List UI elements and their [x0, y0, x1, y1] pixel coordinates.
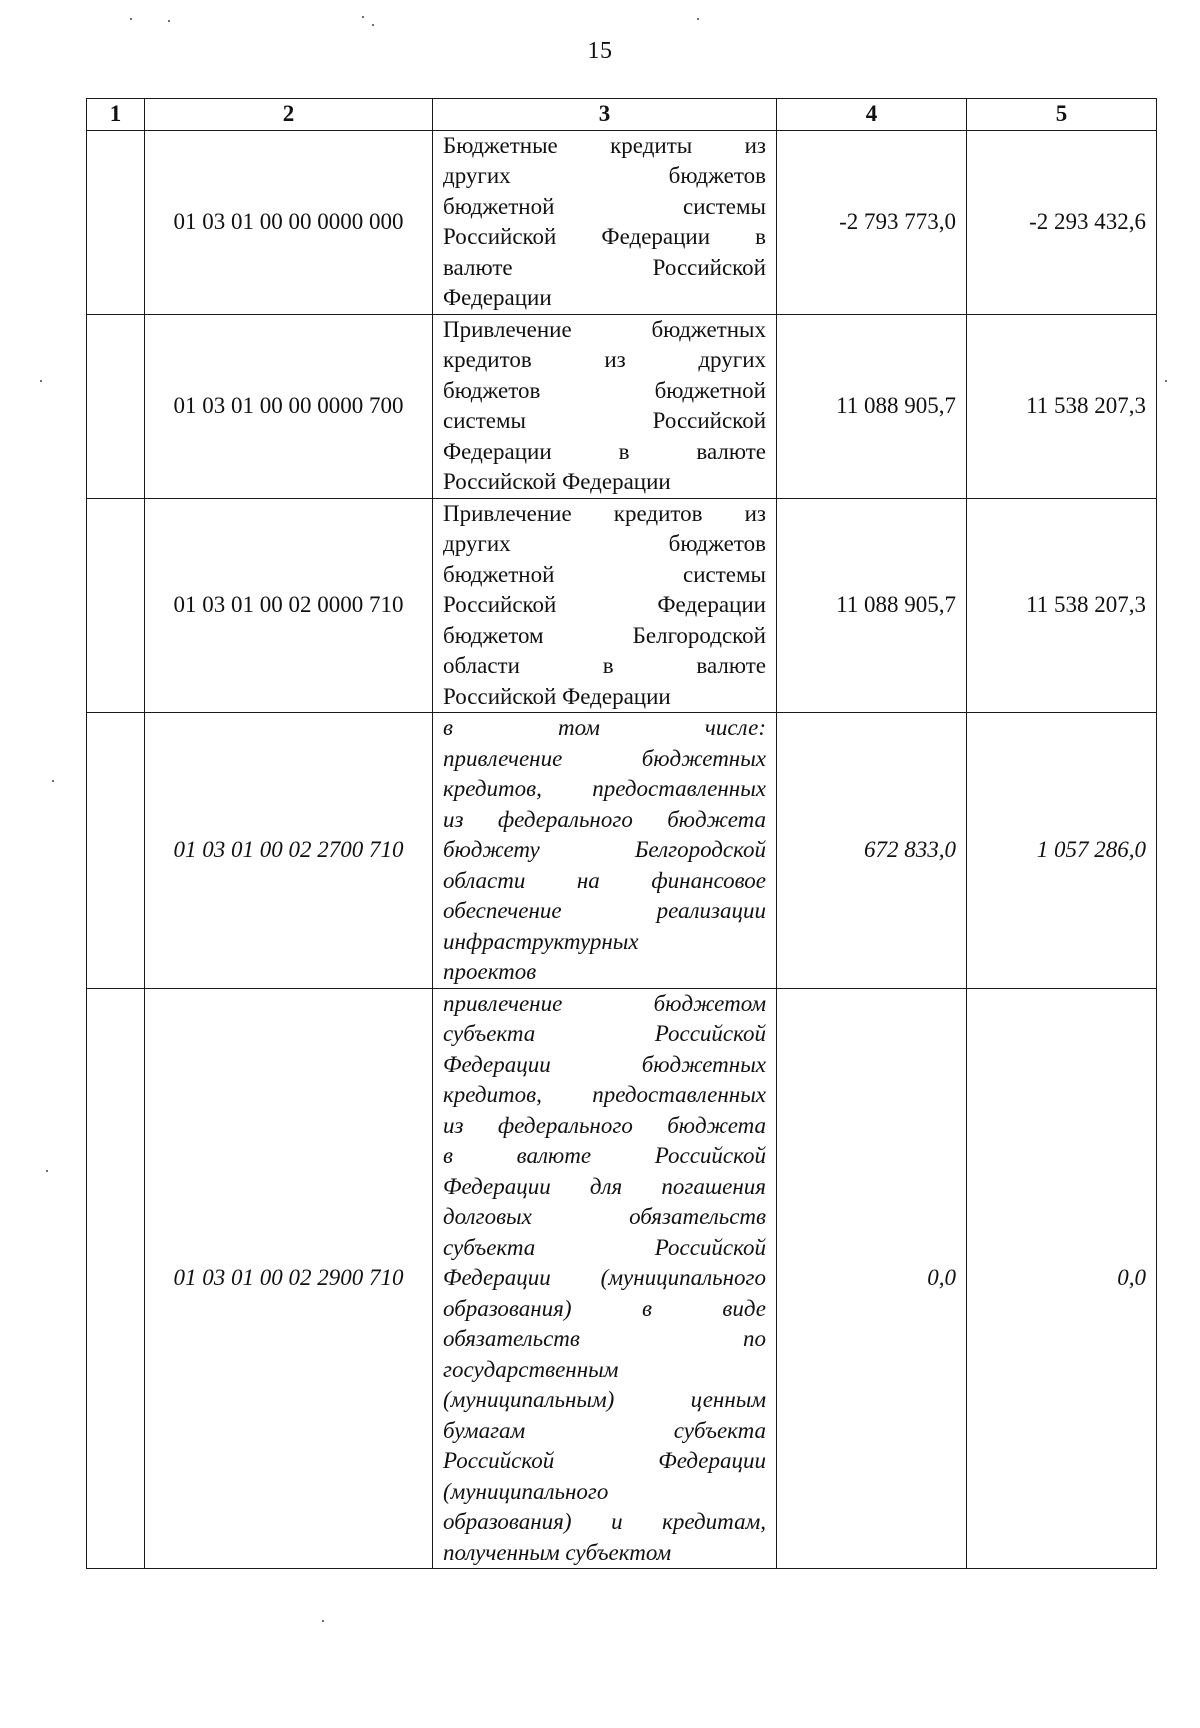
amount-col-4-cell: 0,0 [777, 988, 967, 1569]
amount-col-4-cell: 11 088 905,7 [777, 498, 967, 713]
description-line: Федерации [443, 285, 552, 310]
budget-code-cell: 01 03 01 00 02 0000 710 [145, 498, 433, 713]
description-line: полученным субъектом [443, 1539, 672, 1565]
description-line: (муниципальным) ценным [443, 1387, 766, 1412]
table-row [87, 314, 1157, 498]
table-body [87, 130, 1157, 1569]
description-cell [433, 988, 777, 1569]
description-line: субъекта Российской [443, 1234, 766, 1260]
description-line: Российской Федерации [443, 683, 671, 709]
budget-sources-table [86, 98, 1157, 1569]
description-line: проектов [443, 959, 537, 984]
description-line: образования) и кредитам, [443, 1509, 766, 1534]
description-line: (муниципального [443, 1478, 609, 1504]
scan-speck [40, 380, 42, 382]
scan-speck [52, 780, 54, 782]
amount-col-4-cell: -2 793 773,0 [777, 130, 967, 314]
row-number-cell [87, 988, 145, 1569]
description-line: бюджетом Белгородской [443, 622, 766, 648]
description-line: долговых обязательств [443, 1204, 766, 1229]
description-line: Российской Федерации [443, 469, 671, 494]
description-line: инфраструктурных [443, 928, 639, 954]
row-number-cell [87, 130, 145, 314]
description-line: из федерального бюджета [443, 1112, 766, 1138]
description-line: бюджетов бюджетной [443, 377, 766, 403]
scan-speck [1165, 380, 1167, 382]
description-line: бюджету Белгородской [443, 837, 766, 862]
description-line: бумагам субъекта [443, 1417, 766, 1443]
description-line: Российской Федерации [443, 1448, 766, 1473]
row-number-cell [87, 713, 145, 989]
description-line: области на финансовое [443, 867, 766, 893]
scan-speck [46, 1170, 48, 1172]
amount-col-5-cell: 1 057 286,0 [967, 713, 1157, 989]
amount-col-4-cell: 672 833,0 [777, 713, 967, 989]
description-line: кредитов из других [443, 347, 766, 372]
description-line: Российской Федерации в [443, 224, 766, 249]
description-line: Бюджетные кредиты из [443, 132, 766, 158]
page-number: 15 [587, 38, 613, 64]
description-line: области в валюте [443, 653, 766, 678]
description-line: бюджетной системы [443, 561, 766, 587]
amount-col-5-cell: -2 293 432,6 [967, 130, 1157, 314]
amount-col-5-cell: 11 538 207,3 [967, 314, 1157, 498]
scan-speck [322, 1620, 324, 1622]
description-line: Федерации для погашения [443, 1173, 766, 1199]
description-line: Федерации в валюте [443, 438, 766, 464]
header-col-3: 3 [433, 99, 777, 131]
description-line: обеспечение реализации [443, 898, 766, 923]
description-line: в валюте Российской [443, 1143, 766, 1168]
header-col-1: 1 [87, 99, 145, 131]
row-number-cell [87, 314, 145, 498]
scan-speck [130, 18, 132, 20]
header-col-4: 4 [777, 99, 967, 131]
table-row [87, 713, 1157, 989]
description-line: привлечение бюджетных [443, 745, 766, 771]
description-cell [433, 498, 777, 713]
description-line: обязательств по [443, 1326, 766, 1351]
description-cell [433, 314, 777, 498]
table-row [87, 498, 1157, 713]
table-row [87, 988, 1157, 1569]
budget-code-cell: 01 03 01 00 02 2900 710 [145, 988, 433, 1569]
description-line: кредитов, предоставленных [443, 1082, 766, 1107]
description-cell [433, 130, 777, 314]
description-line: системы Российской [443, 408, 766, 433]
header-col-2: 2 [145, 99, 433, 131]
description-line: образования) в виде [443, 1295, 766, 1321]
budget-code-cell: 01 03 01 00 00 0000 000 [145, 130, 433, 314]
description-line: кредитов, предоставленных [443, 776, 766, 801]
scan-speck [168, 20, 170, 22]
table-row [87, 130, 1157, 314]
header-col-5: 5 [967, 99, 1157, 131]
description-line: в том числе: [443, 715, 766, 740]
scan-speck [362, 16, 364, 18]
description-line: привлечение бюджетом [443, 990, 766, 1016]
amount-col-5-cell: 0,0 [967, 988, 1157, 1569]
scan-speck [697, 18, 699, 20]
description-line: других бюджетов [443, 163, 766, 188]
amount-col-4-cell: 11 088 905,7 [777, 314, 967, 498]
budget-code-cell: 01 03 01 00 00 0000 700 [145, 314, 433, 498]
description-cell [433, 713, 777, 989]
description-line: субъекта Российской [443, 1021, 766, 1046]
description-line: других бюджетов [443, 531, 766, 556]
amount-col-5-cell: 11 538 207,3 [967, 498, 1157, 713]
budget-code-cell: 01 03 01 00 02 2700 710 [145, 713, 433, 989]
description-line: государственным [443, 1356, 619, 1382]
description-line: Привлечение бюджетных [443, 316, 766, 342]
description-line: Федерации бюджетных [443, 1051, 766, 1077]
description-line: Российской Федерации [443, 592, 766, 617]
description-line: Федерации (муниципального [443, 1265, 766, 1290]
description-line: бюджетной системы [443, 193, 766, 219]
table-header-row [87, 99, 1157, 131]
description-line: Привлечение кредитов из [443, 500, 766, 526]
row-number-cell [87, 498, 145, 713]
scan-speck [372, 24, 374, 26]
description-line: из федерального бюджета [443, 806, 766, 832]
description-line: валюте Российской [443, 254, 766, 280]
